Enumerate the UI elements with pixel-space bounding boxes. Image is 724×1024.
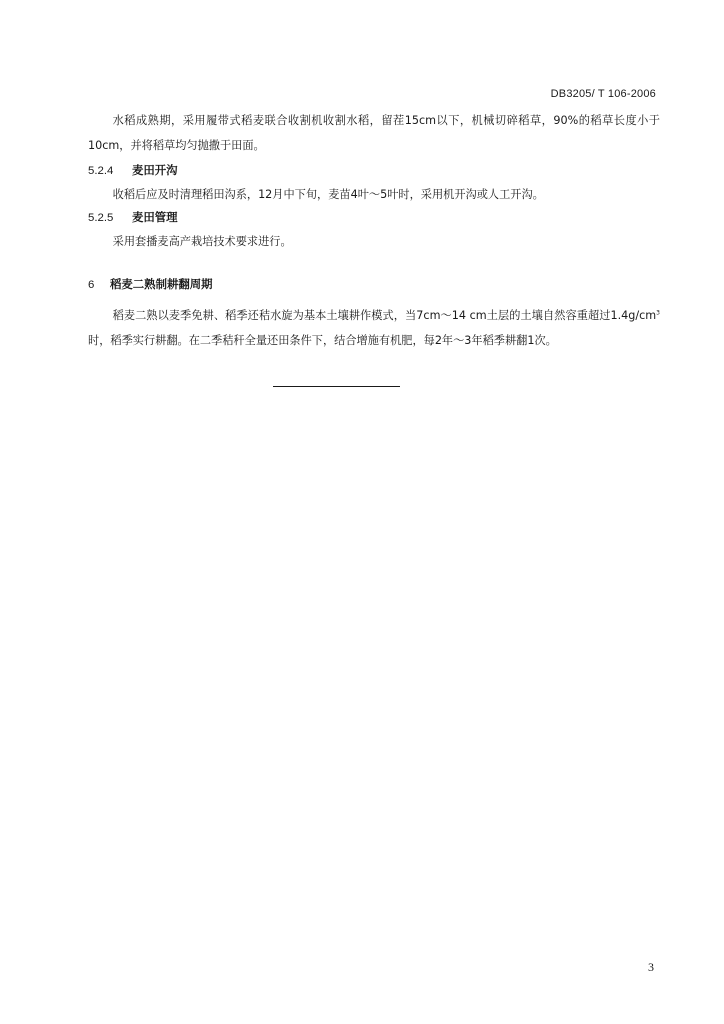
paragraph-text-part1: 稻麦二熟以麦季免耕、稻季还秸水旋为基本土壤耕作模式，当7cm～14 cm土层的土壤自然容重超过1.4g/cm: [112, 309, 657, 322]
page-number: 3: [648, 960, 654, 974]
section-heading-5-2-4: [88, 160, 178, 181]
section-heading-6: [88, 274, 213, 295]
superscript-3: 3: [656, 309, 660, 317]
section-heading-5-2-5: [88, 207, 178, 228]
section-title: 稻麦二熟制耕翻周期: [110, 277, 213, 291]
section-title: 麦田管理: [132, 210, 178, 224]
paragraph-tillage-cycle: [88, 303, 660, 353]
section-number: 5.2.5: [88, 212, 114, 224]
section-title: 麦田开沟: [132, 163, 178, 177]
paragraph-ditching: 收稻后应及时清理稻田沟系，12月中下旬，麦苗4叶～5叶时，采用机开沟或人工开沟。: [112, 188, 544, 201]
paragraph-harvest: 水稻成熟期，采用履带式稻麦联合收割机收割水稻，留茬15cm以下，机械切碎稻草，90%的稻草长度小于10cm，并将稻草均匀抛撒于田面。: [88, 114, 660, 152]
paragraph-text-part2: 时，稻季实行耕翻。在二季秸秆全量还田条件下，结合增施有机肥，每2年～3年稻季耕翻1次。: [88, 334, 557, 347]
paragraph-management: 采用套播麦高产栽培技术要求进行。: [112, 235, 292, 248]
document-code: DB3205/ T 106-2006: [550, 88, 656, 100]
section-number: 5.2.4: [88, 165, 114, 177]
section-number: 6: [88, 279, 95, 291]
end-of-text-rule: [273, 386, 400, 387]
